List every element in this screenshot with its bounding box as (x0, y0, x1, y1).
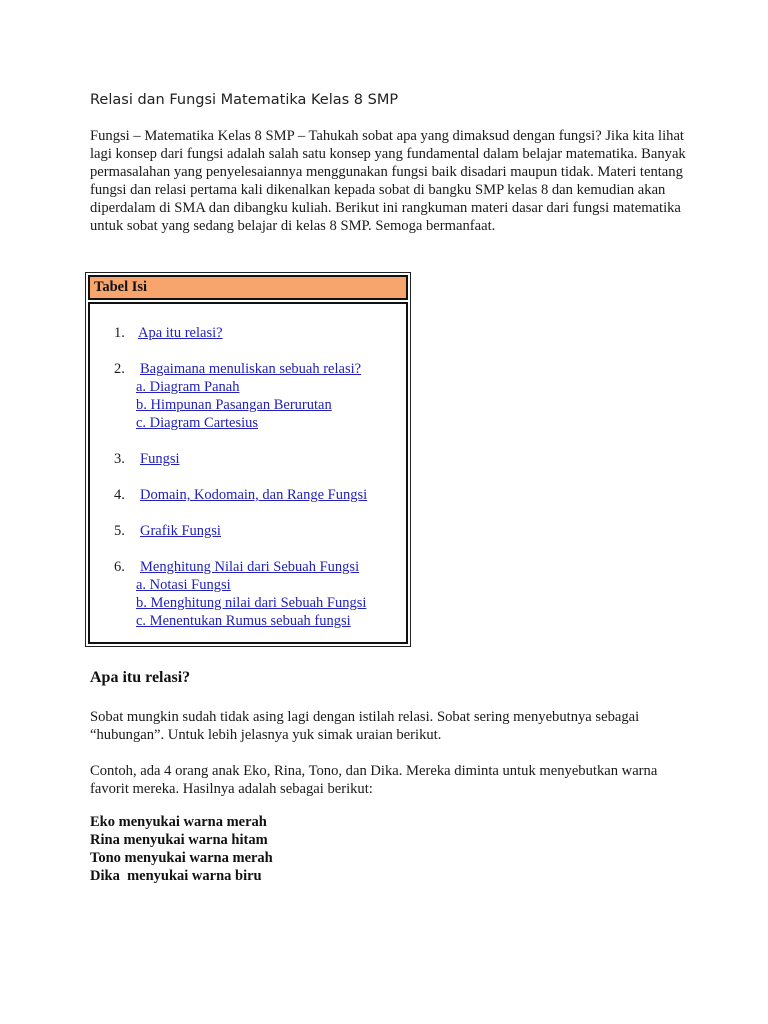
toc-sublink-himpunan-pasangan[interactable]: b. Himpunan Pasangan Berurutan (136, 397, 332, 413)
toc-link-menuliskan-relasi[interactable]: Bagaimana menuliskan sebuah relasi? (140, 361, 362, 377)
toc-item-number: 3. (114, 451, 125, 467)
relasi-paragraph-2: Contoh, ada 4 orang anak Eko, Rina, Tono, dan Dika. Mereka diminta untuk menyebutkan warna favorit mereka. Hasilnya adalah sebagai berikut: (90, 763, 658, 797)
toc-item-number: 5. (114, 523, 125, 539)
toc-sublink-menentukan-rumus[interactable]: c. Menentukan Rumus sebuah fungsi (136, 613, 351, 629)
toc-link-grafik-fungsi[interactable]: Grafik Fungsi (140, 523, 221, 539)
toc-sublink-diagram-cartesius[interactable]: c. Diagram Cartesius (136, 415, 259, 431)
example-item: Dika menyukai warna biru (90, 868, 262, 884)
toc-link-menghitung-nilai[interactable]: Menghitung Nilai dari Sebuah Fungsi (140, 559, 360, 575)
toc-item-number: 4. (114, 487, 125, 503)
toc-sublink-notasi-fungsi[interactable]: a. Notasi Fungsi (136, 577, 231, 593)
toc-heading: Tabel Isi (88, 275, 408, 300)
toc-sublink-diagram-panah[interactable]: a. Diagram Panah (136, 379, 240, 395)
section-heading-relasi: Apa itu relasi? (90, 669, 191, 686)
toc-body (88, 302, 408, 644)
toc-link-relasi[interactable]: Apa itu relasi? (138, 325, 223, 341)
example-list (90, 813, 273, 885)
example-item: Tono menyukai warna merah (90, 850, 273, 866)
relasi-paragraph-1: Sobat mungkin sudah tidak asing lagi dengan istilah relasi. Sobat sering menyebutnya sebagai “hubungan”. Untuk lebih jelasnya yuk simak uraian berikut. (90, 709, 640, 743)
toc-link-domain-kodomain-range[interactable]: Domain, Kodomain, dan Range Fungsi (140, 487, 368, 503)
toc-item-number: 1. (114, 325, 125, 341)
table-of-contents (85, 272, 411, 647)
document-title: Relasi dan Fungsi Matematika Kelas 8 SMP (90, 92, 399, 108)
example-item: Eko menyukai warna merah (90, 814, 267, 830)
toc-sublink-menghitung-nilai-fungsi[interactable]: b. Menghitung nilai dari Sebuah Fungsi (136, 595, 367, 611)
toc-link-fungsi[interactable]: Fungsi (140, 451, 180, 467)
example-item: Rina menyukai warna hitam (90, 832, 268, 848)
toc-item-number: 6. (114, 559, 125, 575)
toc-item-number: 2. (114, 361, 125, 377)
intro-paragraph: Fungsi – Matematika Kelas 8 SMP – Tahukah sobat apa yang dimaksud dengan fungsi? Jika kita lihat lagi konsep dari fungsi adalah salah satu konsep yang fundamental dalam belajar matematika. Banyak permasalahan yang penyelesaiannya menggunakan fungsi baik disadari maupun tidak. Materi tentang fungsi dan relasi pertama kali dikenalkan kepada sobat di bangku SMP kelas 8 dan kemudian akan diperdalam di SMA dan dibangku kuliah. Berikut ini rangkuman materi dasar dari fungsi matematika untuk sobat yang sedang belajar di kelas 8 SMP. Semoga bermanfaat. (90, 128, 686, 235)
